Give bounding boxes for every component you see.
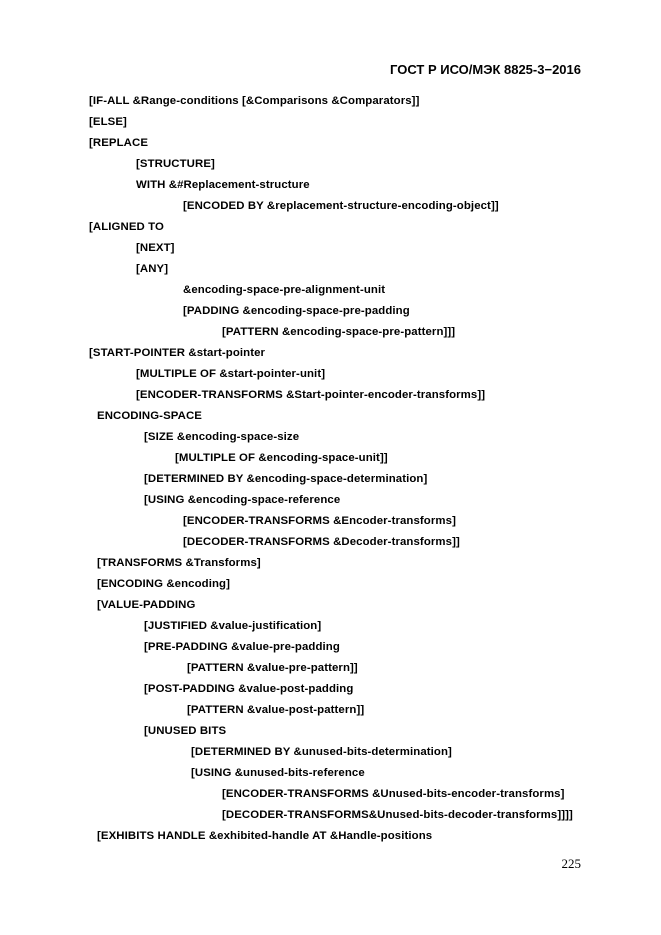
syntax-line-determined-by-space: [DETERMINED BY &encoding-space-determination]: [144, 473, 428, 485]
syntax-line-decoder-transforms: [DECODER-TRANSFORMS &Decoder-transforms]]: [183, 536, 460, 548]
syntax-line-post-padding: [POST-PADDING &value-post-padding: [144, 683, 354, 695]
syntax-line-encoding: [ENCODING &encoding]: [97, 578, 230, 590]
syntax-line-if-all: [IF-ALL &Range-conditions [&Comparisons &Comparators]]: [89, 95, 420, 107]
syntax-line-unused-bits: [UNUSED BITS: [144, 725, 227, 737]
syntax-line-encoder-transforms: [ENCODER-TRANSFORMS &Encoder-transforms]: [183, 515, 456, 527]
syntax-line-else: [ELSE]: [89, 116, 127, 128]
syntax-line-pattern-value-pre: [PATTERN &value-pre-pattern]]: [187, 662, 358, 674]
syntax-line-next: [NEXT]: [136, 242, 175, 254]
syntax-line-using-unused: [USING &unused-bits-reference: [191, 767, 365, 779]
syntax-line-replace: [REPLACE: [89, 137, 149, 149]
syntax-line-unused-decoder-transforms: [DECODER-TRANSFORMS&Unused-bits-decoder-transforms]]]]: [222, 809, 573, 821]
syntax-line-determined-by-unused: [DETERMINED BY &unused-bits-determination]: [191, 746, 452, 758]
syntax-line-using-space: [USING &encoding-space-reference: [144, 494, 341, 506]
syntax-line-start-encoder-transforms: [ENCODER-TRANSFORMS &Start-pointer-encoder-transforms]]: [136, 389, 486, 401]
syntax-line-with-replacement: WITH &#Replacement-structure: [136, 179, 310, 191]
syntax-line-pre-padding: [PRE-PADDING &value-pre-padding: [144, 641, 340, 653]
syntax-line-padding: [PADDING &encoding-space-pre-padding: [183, 305, 410, 317]
page-number: 225: [561, 856, 581, 871]
syntax-line-justified: [JUSTIFIED &value-justification]: [144, 620, 322, 632]
syntax-line-value-padding: [VALUE-PADDING: [97, 599, 196, 611]
syntax-line-start-pointer: [START-POINTER &start-pointer: [89, 347, 266, 359]
syntax-line-structure: [STRUCTURE]: [136, 158, 215, 170]
syntax-line-encoding-space: ENCODING-SPACE: [97, 410, 202, 422]
syntax-line-multiple-of-start: [MULTIPLE OF &start-pointer-unit]: [136, 368, 326, 380]
syntax-line-pre-alignment-unit: &encoding-space-pre-alignment-unit: [183, 284, 386, 296]
syntax-line-size: [SIZE &encoding-space-size: [144, 431, 300, 443]
syntax-line-aligned-to: [ALIGNED TO: [89, 221, 164, 233]
page-header-standard-code: ГОСТ Р ИСО/МЭК 8825-3−2016: [390, 62, 581, 77]
syntax-line-any: [ANY]: [136, 263, 169, 275]
syntax-line-pattern-pre: [PATTERN &encoding-space-pre-pattern]]]: [222, 326, 456, 338]
syntax-line-unused-encoder-transforms: [ENCODER-TRANSFORMS &Unused-bits-encoder-transforms]: [222, 788, 565, 800]
syntax-line-exhibits-handle: [EXHIBITS HANDLE &exhibited-handle AT &Handle-positions: [97, 830, 433, 842]
syntax-line-pattern-value-post: [PATTERN &value-post-pattern]]: [187, 704, 365, 716]
syntax-line-transforms: [TRANSFORMS &Transforms]: [97, 557, 261, 569]
syntax-line-multiple-of-space: [MULTIPLE OF &encoding-space-unit]]: [175, 452, 388, 464]
syntax-line-encoded-by: [ENCODED BY &replacement-structure-encoding-object]]: [183, 200, 499, 212]
